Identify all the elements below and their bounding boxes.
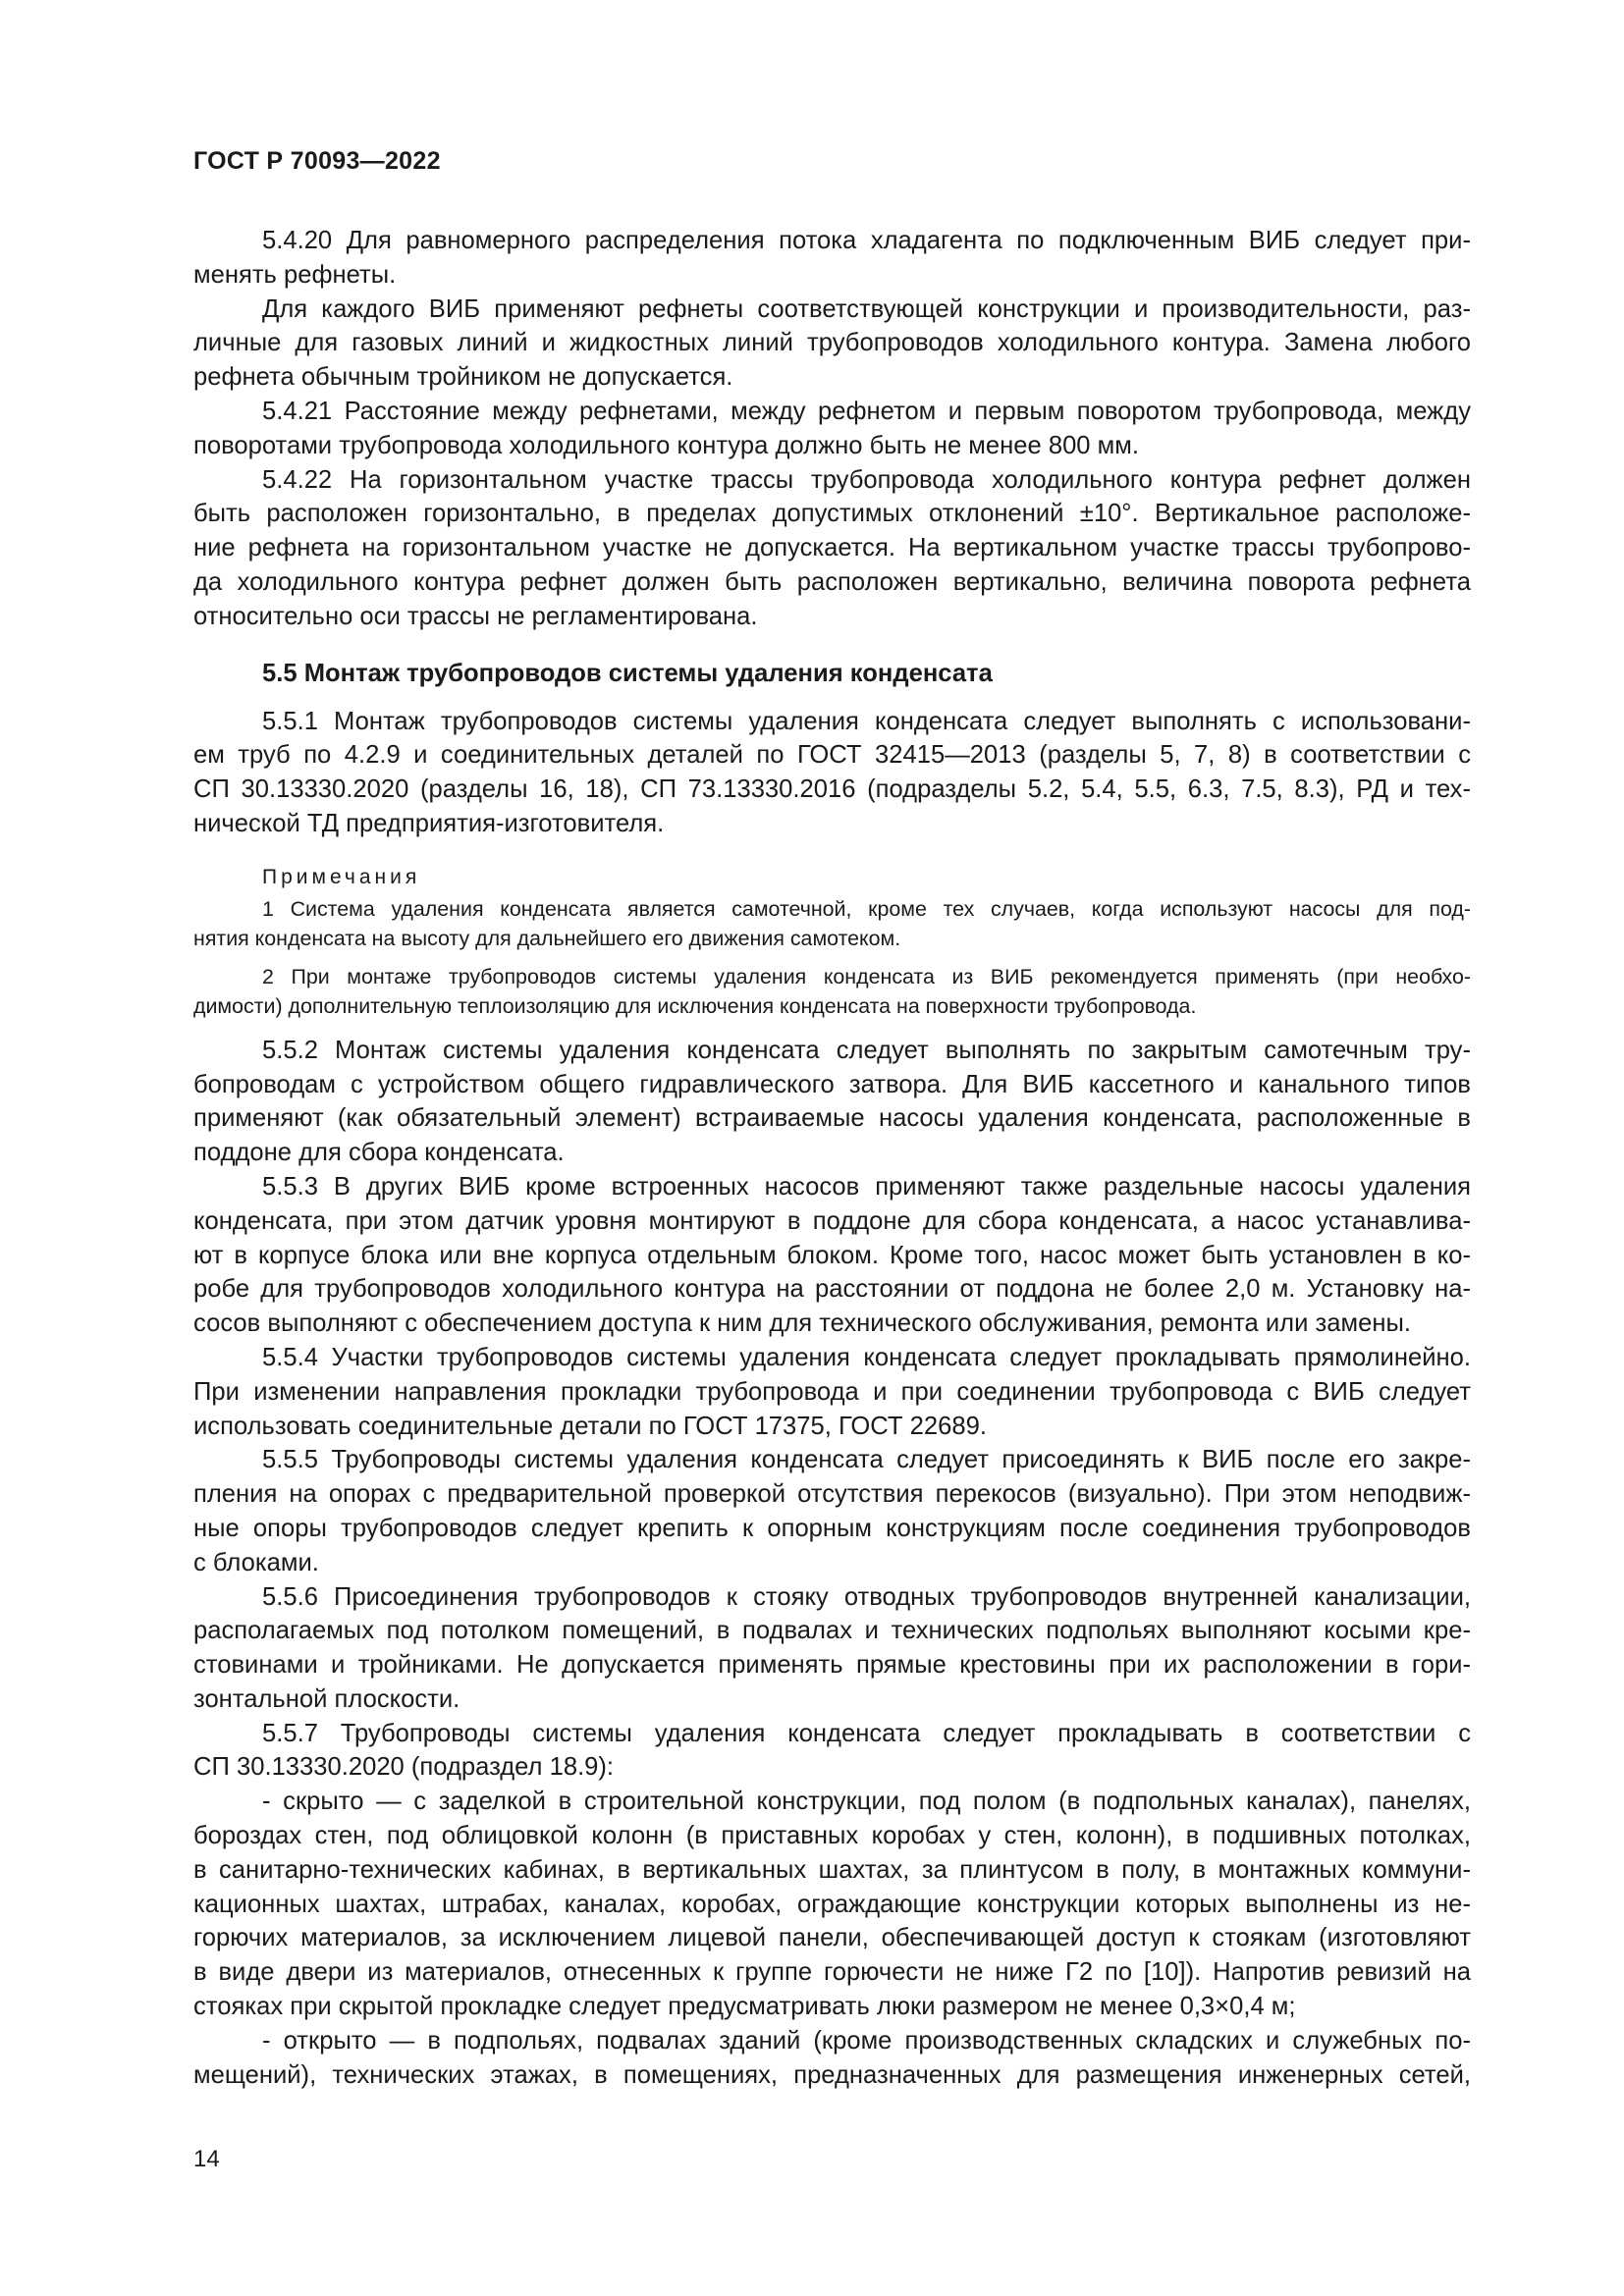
paragraphs-mid <box>193 705 1471 841</box>
text-line: быть расположен горизонтально, в пределах допустимых отклонений ±10°. Вертикальное расположе- <box>193 500 1471 528</box>
text-line: СП 30.13330.2020 (разделы 16, 18), СП 73.13330.2016 (подразделы 5.2, 5.4, 5.5, 6.3, 7.5, 8.3), РД и тех- <box>193 775 1471 804</box>
text-line: стояках при скрытой прокладке следует предусматривать люки размером не менее 0,3×0,4 м; <box>193 1993 1296 2021</box>
paragraph <box>193 962 1471 1022</box>
text-line: 5.4.22 На горизонтальном участке трассы трубопровода холодильного контура рефнет должен <box>262 465 1471 494</box>
text-line: 5.5.7 Трубопроводы системы удаления конденсата следует прокладывать в соответствии с <box>262 1719 1471 1747</box>
paragraph <box>193 1717 1471 1786</box>
text-line: 5.5.6 Присоединения трубопроводов к стояку отводных трубопроводов внутренней канализации, <box>262 1582 1471 1611</box>
text-line: - открыто — в подпольях, подвалах зданий (кроме производственных складских и служебных по- <box>262 2026 1471 2055</box>
text-line: с блоками. <box>193 1548 319 1576</box>
text-line: ние рефнета на горизонтальном участке не допускается. На вертикальном участке трассы трубопрово- <box>193 534 1471 562</box>
paragraph <box>193 2024 1471 2093</box>
text-line: 5.5.5 Трубопроводы системы удаления конденсата следует присоединять к ВИБ после его закре- <box>262 1446 1471 1474</box>
text-line: 5.4.21 Расстояние между рефнетами, между рефнетом и первым поворотом трубопровода, между <box>262 397 1471 425</box>
text-line: 2 При монтаже трубопроводов системы удаления конденсата из ВИБ рекомендуется применять (при необхо- <box>262 964 1471 988</box>
section-heading: 5.5 Монтаж трубопроводов системы удаления конденсата <box>262 659 993 687</box>
text-line: ют в корпусе блока или вне корпуса отдельным блоком. Кроме того, насос может быть установлен в ко- <box>193 1241 1471 1269</box>
text-line: робе для трубопроводов холодильного контура на расстоянии от поддона не более 2,0 м. Установку на- <box>193 1275 1471 1304</box>
text-line: пления на опорах с предварительной проверкой отсутствия перекосов (визуально). При этом неподвиж- <box>193 1480 1471 1509</box>
text-line: менять рефнеты. <box>193 260 397 289</box>
document-header: ГОСТ Р 70093—2022 <box>193 147 441 175</box>
text-line: - скрыто — с заделкой в строительной конструкции, под полом (в подпольных каналах), панелях, <box>262 1788 1471 1816</box>
paragraph <box>193 293 1471 395</box>
text-line: сосов выполняют с обеспечением доступа к ним для технического обслуживания, ремонта или замены. <box>193 1309 1411 1338</box>
text-line: относительно оси трассы не регламентирована. <box>193 602 758 630</box>
text-line: бороздах стен, под облицовкой колонн (в приставных коробах у стен, колонн), в подшивных потолках, <box>193 1822 1471 1850</box>
text-line: горючих материалов, за исключением лицевой панели, обеспечивающей доступ к стоякам (изготовляют <box>193 1924 1471 1952</box>
text-line: ные опоры трубопроводов следует крепить к опорным конструкциям после соединения трубопроводов <box>193 1514 1471 1542</box>
notes-list <box>193 894 1471 1022</box>
paragraph <box>193 1785 1471 2024</box>
text-line: ем труб по 4.2.9 и соединительных деталей по ГОСТ 32415—2013 (разделы 5, 7, 8) в соответствии с <box>193 741 1471 770</box>
text-line: личные для газовых линий и жидкостных линий трубопроводов холодильного контура. Замена любого <box>193 329 1471 357</box>
text-line: 5.5.4 Участки трубопроводов системы удаления конденсата следует прокладывать прямолинейно. <box>262 1343 1471 1371</box>
text-line: в санитарно-технических кабинах, в вертикальных шахтах, за плинтусом в полу, в монтажных коммуни- <box>193 1855 1471 1884</box>
paragraph <box>193 224 1471 293</box>
paragraphs-bottom <box>193 1034 1471 2093</box>
text-line: зонтальной плоскости. <box>193 1684 460 1713</box>
document-body <box>193 224 1471 2092</box>
text-line: димости) дополнительную теплоизоляцию для исключения конденсата на поверхности трубопровода. <box>193 994 1197 1019</box>
paragraph <box>193 1034 1471 1170</box>
text-line: располагаемых под потолком помещений, в подвалах и технических подпольях выполняют косыми кре- <box>193 1617 1471 1645</box>
text-line: кационных шахтах, штрабах, каналах, коробах, ограждающие конструкции которых выполнены из не- <box>193 1890 1471 1918</box>
text-line: 1 Система удаления конденсата является самотечной, кроме тех случаев, когда используют насосы для под- <box>262 896 1471 921</box>
text-line: СП 30.13330.2020 (подраздел 18.9): <box>193 1753 615 1782</box>
text-line: конденсата, при этом датчик уровня монтируют в поддоне для сбора конденсата, а насос устанавлива- <box>193 1206 1471 1235</box>
text-line: 5.4.20 Для равномерного распределения потока хладагента по подключенным ВИБ следует при- <box>262 227 1471 254</box>
text-line: применяют (как обязательный элемент) встраиваемые насосы удаления конденсата, расположенные в <box>193 1104 1471 1133</box>
text-line: При изменении направления прокладки трубопровода и при соединении трубопровода с ВИБ следует <box>193 1377 1471 1406</box>
paragraph <box>193 894 1471 954</box>
paragraph <box>193 1580 1471 1717</box>
text-line: мещений), технических этажах, в помещениях, предназначенных для размещения инженерных сетей, <box>193 2060 1471 2089</box>
text-line: 5.5.1 Монтаж трубопроводов системы удаления конденсата следует выполнять с использовани- <box>262 707 1471 735</box>
text-line: использовать соединительные детали по ГОСТ 17375, ГОСТ 22689. <box>193 1412 987 1440</box>
paragraph <box>193 463 1471 634</box>
text-line: поддоне для сбора конденсата. <box>193 1139 565 1167</box>
text-line: 5.5.2 Монтаж системы удаления конденсата следует выполнять по закрытым самотечным тру- <box>262 1036 1471 1064</box>
text-line: 5.5.3 В других ВИБ кроме встроенных насосов применяют также раздельные насосы удаления <box>262 1172 1471 1201</box>
text-line: Для каждого ВИБ применяют рефнеты соответствующей конструкции и производительности, раз- <box>262 294 1471 323</box>
text-line: бопроводам с устройством общего гидравлического затвора. Для ВИБ кассетного и канального типов <box>193 1070 1471 1098</box>
paragraph <box>193 1341 1471 1443</box>
text-line: да холодильного контура рефнет должен быть расположен вертикально, величина поворота рефнета <box>193 567 1471 596</box>
text-line: стовинами и тройниками. Не допускается применять прямые крестовины при их расположении в гори- <box>193 1651 1471 1680</box>
paragraph <box>193 705 1471 841</box>
text-line: поворотами трубопровода холодильного контура должно быть не менее 800 мм. <box>193 431 1139 459</box>
page-number: 14 <box>193 2146 220 2172</box>
paragraph <box>193 1170 1471 1341</box>
paragraph <box>193 1443 1471 1579</box>
text-line: рефнета обычным тройником не допускается. <box>193 363 733 392</box>
paragraphs-top <box>193 224 1471 634</box>
text-line: нической ТД предприятия-изготовителя. <box>193 809 665 837</box>
text-line: в виде двери из материалов, отнесенных к группе горючести не ниже Г2 по [10]). Напротив ревизий на <box>193 1958 1471 1987</box>
paragraph-gap <box>193 954 1471 962</box>
notes-title: Примечания <box>262 865 421 888</box>
text-line: нятия конденсата на высоту для дальнейшего его движения самотеком. <box>193 927 901 951</box>
paragraph <box>193 395 1471 463</box>
